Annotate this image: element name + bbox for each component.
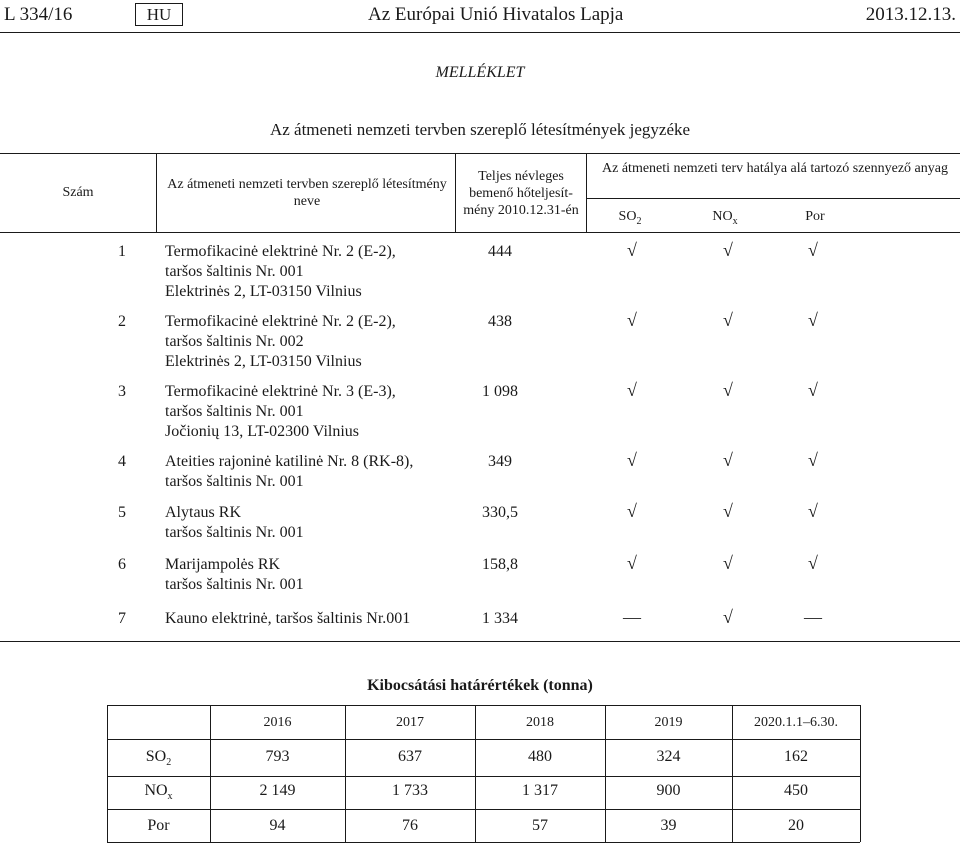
limit-value: 20: [788, 817, 804, 834]
capacity-value: 1 098: [482, 383, 518, 400]
capacity-value: 1 334: [482, 610, 518, 627]
limit-value: 94: [269, 817, 286, 834]
limit-value: 76: [402, 817, 418, 834]
so2-mark: √: [627, 553, 637, 573]
col-name-header: Az átmeneti nemzeti tervben szereplő létesítmény neve: [167, 177, 447, 209]
page-reference: L 334/16: [4, 4, 73, 25]
so2-mark: √: [627, 240, 637, 260]
limit-value: 480: [528, 748, 552, 765]
facility-name: Ateities rajoninė katilinė Nr. 8 (RK-8), taršos šaltinis Nr. 001: [165, 453, 414, 490]
capacity-value: 158,8: [482, 556, 518, 573]
table2-title: Kibocsátási határértékek (tonna): [367, 677, 593, 694]
table2-top-rule: [107, 705, 860, 706]
year-header: 2019: [654, 715, 683, 730]
dust-mark: √: [808, 310, 818, 330]
annex-label: MELLÉKLET: [435, 64, 525, 81]
table1-divider: [156, 153, 157, 232]
pollutant-label: $NO_x$: [144, 782, 173, 803]
row-number: 6: [118, 556, 126, 573]
nox-mark: √: [723, 553, 733, 573]
year-header: 2018: [526, 715, 554, 730]
journal-title: Az Európai Unió Hivatalos Lapja: [368, 4, 624, 25]
col-nox-header: $NO_x$: [712, 209, 738, 227]
capacity-value: 349: [488, 453, 512, 470]
pollutant-label: $SO_2$: [145, 748, 172, 769]
table2-row-rule: [107, 809, 860, 810]
capacity-value: 444: [488, 243, 512, 260]
table1-top-rule: [0, 153, 960, 154]
so2-mark: √: [627, 501, 637, 521]
dust-mark: √: [808, 450, 818, 470]
publication-date: 2013.12.13.: [865, 4, 956, 25]
pollutant-label: Por: [147, 817, 170, 834]
nox-mark: √: [723, 450, 733, 470]
facility-name: Marijampolės RK taršos šaltinis Nr. 001: [165, 556, 304, 593]
table1-title: Az átmeneti nemzeti tervben szereplő létesítmények jegyzéke: [269, 120, 691, 139]
limit-value: 57: [532, 817, 548, 834]
row-number: 3: [118, 383, 126, 400]
limit-value: 324: [656, 748, 681, 765]
limit-value: 900: [656, 782, 681, 799]
table1-header-bottom-rule: [0, 232, 960, 233]
year-header: 2020.1.1–6.30.: [754, 715, 838, 730]
year-header: 2016: [263, 715, 292, 730]
dust-mark: √: [808, 240, 818, 260]
limit-value: 39: [660, 817, 677, 834]
table1-divider: [586, 153, 587, 232]
limit-value: 450: [784, 782, 808, 799]
facility-name: Alytaus RK taršos šaltinis Nr. 001: [165, 504, 304, 541]
row-number: 1: [118, 243, 126, 260]
col-dust-header: Por: [805, 209, 825, 224]
facility-name: Termofikacinė elektrinė Nr. 3 (E-3), taršos šaltinis Nr. 001 Jočionių 13, LT-02300 Vilnius: [165, 383, 396, 440]
table2-row-rule: [107, 776, 860, 777]
nox-mark: √: [723, 501, 733, 521]
col-pollutant-header: Az átmeneti nemzeti terv hatálya alá tartozó szennyező anyag: [602, 161, 948, 176]
so2-mark: √: [627, 310, 637, 330]
col-so2-header: $SO_2$: [618, 209, 642, 227]
dust-mark: √: [808, 380, 818, 400]
facility-name: Termofikacinė elektrinė Nr. 2 (E-2), taršos šaltinis Nr. 001 Elektrinės 2, LT-03150 Vilnius: [165, 243, 396, 300]
limit-value: 793: [265, 748, 290, 765]
row-number: 5: [118, 504, 126, 521]
dust-mark: √: [808, 501, 818, 521]
table1-bottom-rule: [0, 641, 960, 642]
dust-mark: —: [804, 607, 822, 627]
dust-mark: √: [808, 553, 818, 573]
table2-header-rule: [107, 739, 860, 740]
limit-value: 2 149: [259, 782, 296, 799]
table2-bottom-rule: [107, 842, 860, 843]
so2-mark: √: [627, 450, 637, 470]
row-number: 7: [118, 610, 126, 627]
limit-value: 1 733: [392, 782, 428, 799]
capacity-value: 330,5: [482, 504, 518, 521]
so2-mark: √: [627, 380, 637, 400]
col-capacity-header: Teljes névleges bemenő hőteljesít- mény 2010.12.31-én: [463, 169, 579, 218]
row-number: 2: [118, 313, 126, 330]
nox-mark: √: [723, 310, 733, 330]
pollutant-header-rule: [586, 198, 960, 199]
limit-value: 162: [784, 748, 808, 765]
col-number-header: Szám: [62, 185, 94, 200]
nox-mark: √: [723, 380, 733, 400]
row-number: 4: [118, 453, 126, 470]
nox-mark: √: [723, 607, 733, 627]
page-header: [0, 2, 960, 28]
header-rule: [0, 32, 960, 33]
so2-mark: —: [623, 607, 641, 627]
limit-value: 637: [398, 748, 422, 765]
nox-mark: √: [723, 240, 733, 260]
limit-value: 1 317: [522, 782, 558, 799]
language-badge: HU: [135, 3, 183, 26]
facility-name: Termofikacinė elektrinė Nr. 2 (E-2), taršos šaltinis Nr. 002 Elektrinės 2, LT-03150 Vilnius: [165, 313, 396, 370]
year-header: 2017: [396, 715, 424, 730]
table2-divider: [860, 705, 861, 842]
capacity-value: 438: [488, 313, 512, 330]
facility-name: Kauno elektrinė, taršos šaltinis Nr.001: [165, 610, 411, 627]
